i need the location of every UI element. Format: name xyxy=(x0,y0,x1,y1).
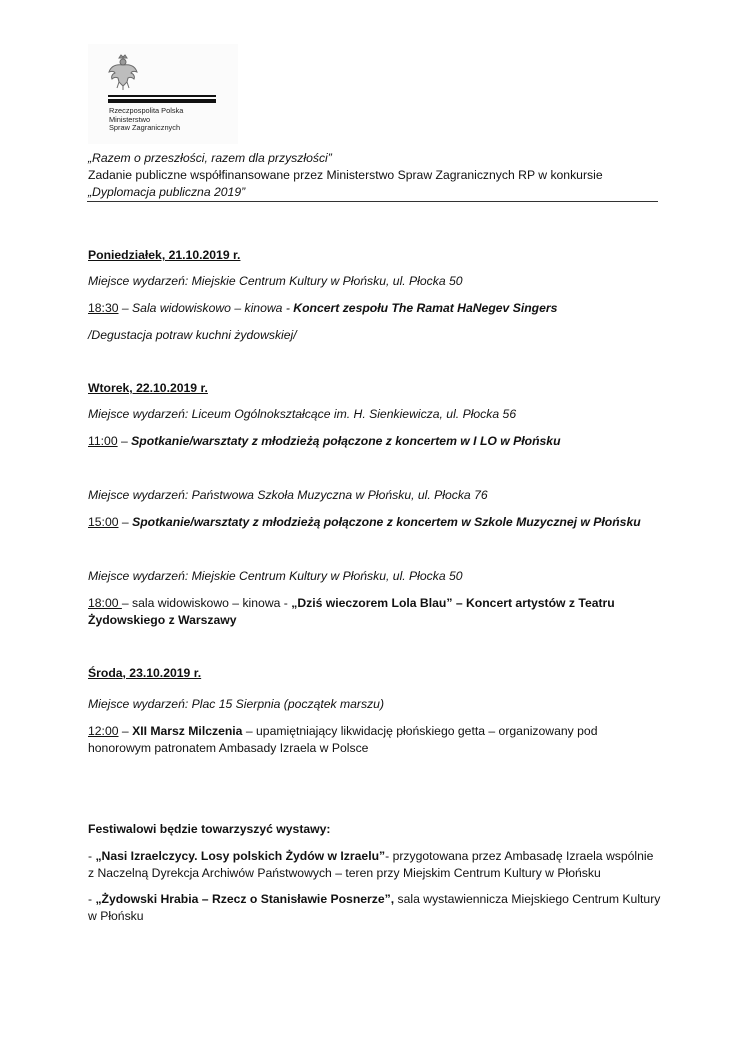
event-separator: – xyxy=(118,515,133,529)
event-title: „Dziś wieczorem Lola Blau” – Koncert artystów z Teatru xyxy=(291,596,615,610)
logo-line-3: Spraw Zagranicznych xyxy=(109,123,181,133)
exhibition-item-2-cont: w Płońsku xyxy=(88,909,144,923)
motto: „Razem o przeszłości, razem dla przyszłości” xyxy=(88,151,332,165)
day1-venue: Miejsce wydarzeń: Miejskie Centrum Kultury w Płońsku, ul. Płocka 50 xyxy=(88,274,463,288)
list-dash: - xyxy=(88,892,96,906)
day3-heading: Środa, 23.10.2019 r. xyxy=(88,666,202,680)
event-location: – sala widowiskowo – kinowa - xyxy=(121,596,292,610)
day2-event3-cont: Żydowskiego z Warszawy xyxy=(88,613,237,627)
event-title: XII Marsz Milczenia xyxy=(132,724,243,738)
logo-line-2: Ministerstwo xyxy=(109,114,151,124)
logo-line-1: Rzeczpospolita Polska xyxy=(109,106,184,115)
logo-bar-thin xyxy=(108,95,216,97)
event-time: 18:30 xyxy=(88,301,119,315)
day1-heading: Poniedziałek, 21.10.2019 r. xyxy=(88,248,241,262)
day2-heading: Wtorek, 22.10.2019 r. xyxy=(88,381,208,395)
exhibition-description: - przygotowana przez Ambasadę Izraela wspólnie xyxy=(385,849,654,863)
event-time: 15:00 xyxy=(88,515,119,529)
event-title: Spotkanie/warsztaty z młodzieżą połączone z koncertem w Szkole Muzycznej w Płońsku xyxy=(132,515,641,529)
event-description: – upamiętniający likwidację płońskiego getta – organizowany pod xyxy=(242,724,598,738)
exhibitions-heading: Festiwalowi będzie towarzyszyć wystawy: xyxy=(88,822,331,836)
exhibition-item-1 xyxy=(88,848,653,864)
event-title: Spotkanie/warsztaty z młodzieżą połączone z koncertem w I LO w Płońsku xyxy=(131,434,561,448)
event-separator: – xyxy=(117,434,132,448)
day2-event3 xyxy=(88,595,615,611)
event-time: 18:00 xyxy=(88,596,122,610)
list-dash: - xyxy=(88,849,96,863)
logo-text xyxy=(109,107,183,133)
day1-event1 xyxy=(88,300,557,316)
eagle-emblem-icon xyxy=(106,52,140,92)
contest-name: „Dyplomacja publiczna 2019” xyxy=(88,185,246,199)
header-divider xyxy=(87,201,658,202)
event-time: 12:00 xyxy=(88,724,119,738)
day2-venue2: Miejsce wydarzeń: Państwowa Szkoła Muzyczna w Płońsku, ul. Płocka 76 xyxy=(88,488,488,502)
event-location: – Sala widowiskowo – kinowa - xyxy=(118,301,294,315)
exhibition-item-1-cont: z Naczelną Dyrekcja Archiwów Państwowych – teren przy Miejskim Centrum Kultury w Płońsku xyxy=(88,866,601,880)
day3-venue: Miejsce wydarzeń: Plac 15 Sierpnia (początek marszu) xyxy=(88,697,385,711)
day2-event2 xyxy=(88,514,641,530)
day1-note: /Degustacja potraw kuchni żydowskiej/ xyxy=(88,328,297,342)
event-time: 11:00 xyxy=(88,434,118,448)
day2-venue1: Miejsce wydarzeń: Liceum Ogólnokształcące im. H. Sienkiewicza, ul. Płocka 56 xyxy=(88,407,517,421)
day3-event1-cont: honorowym patronatem Ambasady Izraela w Polsce xyxy=(88,741,369,755)
event-title: Koncert zespołu The Ramat HaNegev Singers xyxy=(293,301,558,315)
ministry-logo xyxy=(88,44,238,144)
exhibition-description: sala wystawiennicza Miejskiego Centrum Kultury xyxy=(394,892,661,906)
funding-statement: Zadanie publiczne współfinansowane przez Ministerstwo Spraw Zagranicznych RP w konkursie xyxy=(88,168,603,182)
logo-bar-thick xyxy=(108,99,216,103)
exhibition-title: „Żydowski Hrabia – Rzecz o Stanisławie Posnerze”, xyxy=(95,892,395,906)
exhibition-item-2 xyxy=(88,891,660,907)
day2-event1 xyxy=(88,433,561,449)
day2-venue3: Miejsce wydarzeń: Miejskie Centrum Kultury w Płońsku, ul. Płocka 50 xyxy=(88,569,463,583)
exhibition-title: „Nasi Izraelczycy. Losy polskich Żydów w Izraelu” xyxy=(95,849,386,863)
event-separator: – xyxy=(118,724,133,738)
day3-event1 xyxy=(88,723,597,739)
